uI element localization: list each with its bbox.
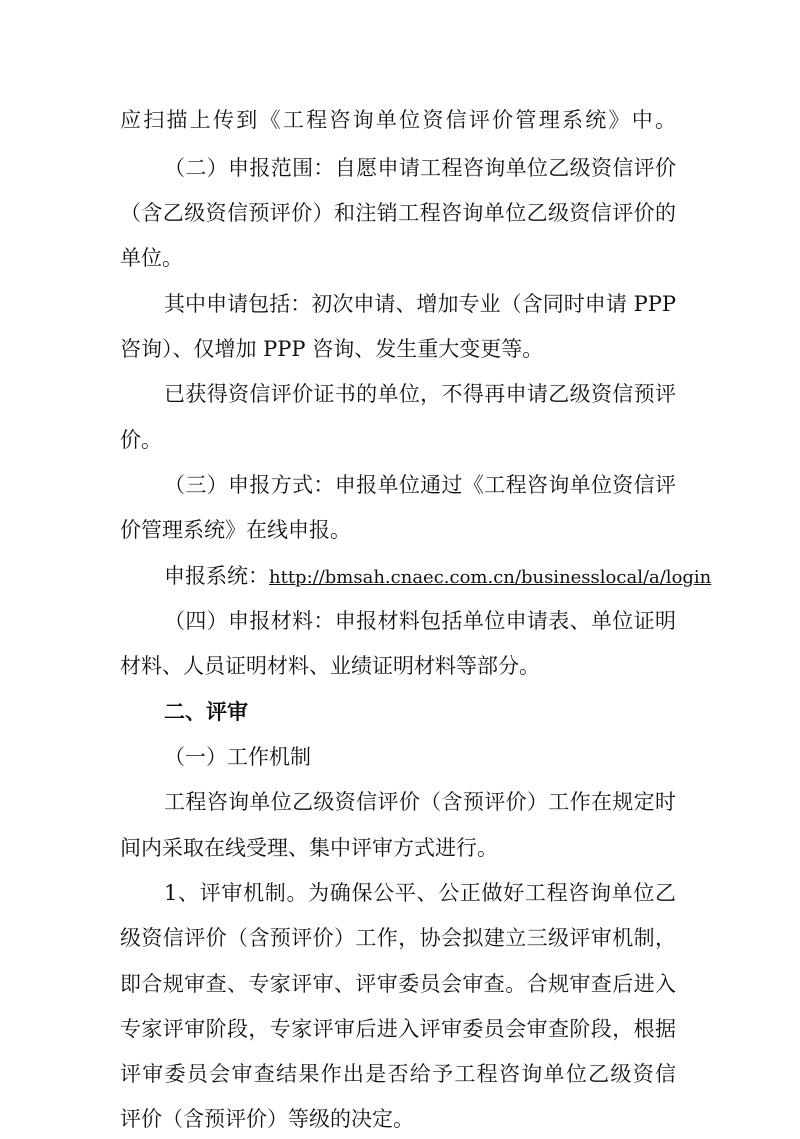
paragraph-line: （二）申报范围：自愿申请工程咨询单位乙级资信评价 <box>164 156 676 180</box>
paragraph-line: 评审委员会审查结果作出是否给予工程咨询单位乙级资信 <box>120 1062 676 1086</box>
paragraph-line: 级资信评价（含预评价）工作，协会拟建立三级评审机制， <box>120 926 676 950</box>
subsection-heading: （一）工作机制 <box>164 745 311 769</box>
paragraph-line: 单位。 <box>120 246 183 270</box>
paragraph-line: （三）申报方式：申报单位通过《工程咨询单位资信评 <box>164 473 676 497</box>
paragraph-line: 即合规审查、专家评审、评审委员会审查。合规审查后进入 <box>120 972 676 996</box>
paragraph-line: 1、评审机制。为确保公平、公正做好工程咨询单位乙 <box>164 881 676 905</box>
paragraph-line: 工程咨询单位乙级资信评价（含预评价）工作在规定时 <box>164 790 676 814</box>
system-url-link[interactable]: http://bmsah.cnaec.com.cn/businesslocal/a/login <box>269 567 712 588</box>
system-url-label: 申报系统： <box>164 564 269 588</box>
system-url-line <box>0 556 724 596</box>
paragraph-line: 价。 <box>120 428 162 452</box>
paragraph-line: 应扫描上传到《工程咨询单位资信评价管理系统》中。 <box>120 108 676 132</box>
paragraph-line: 价管理系统》在线申报。 <box>120 518 351 542</box>
paragraph-line: 专家评审阶段，专家评审后进入评审委员会审查阶段，根据 <box>120 1017 676 1041</box>
paragraph-line: 咨询）、仅增加 PPP 咨询、发生重大变更等。 <box>120 337 544 361</box>
paragraph-line: 其中申请包括：初次申请、增加专业（含同时申请 PPP <box>164 292 676 316</box>
paragraph-line: 评价（含预评价）等级的决定。 <box>120 1107 414 1131</box>
paragraph-line: （四）申报材料：申报材料包括单位申请表、单位证明 <box>164 609 676 633</box>
paragraph-line: 间内采取在线受理、集中评审方式进行。 <box>120 836 498 860</box>
paragraph-line: 材料、人员证明材料、业绩证明材料等部分。 <box>120 654 540 678</box>
section-heading: 二、评审 <box>164 700 248 724</box>
paragraph-line: 已获得资信评价证书的单位，不得再申请乙级资信预评 <box>164 382 676 406</box>
paragraph-line: （含乙级资信预评价）和注销工程咨询单位乙级资信评价的 <box>120 201 676 225</box>
